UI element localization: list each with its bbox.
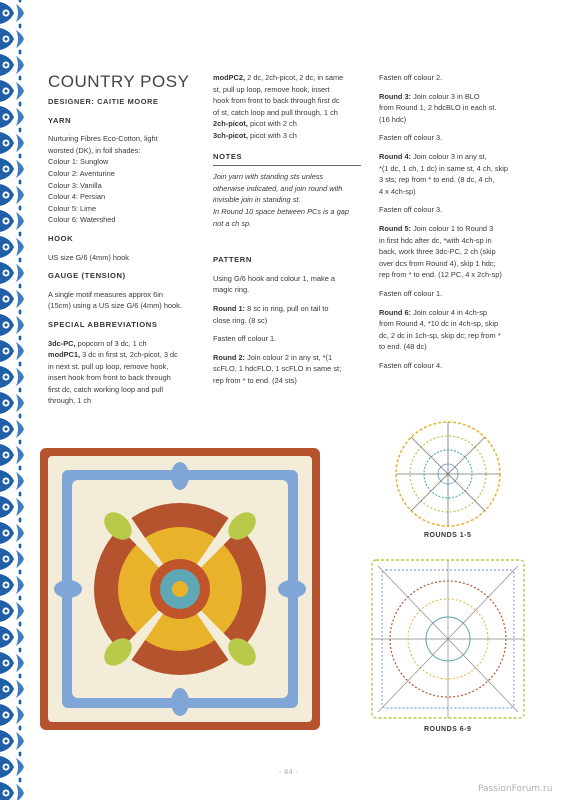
abbreviation-def: picot with 2 ch <box>249 119 297 129</box>
abbreviation-def: of st, catch loop and pull through, 1 ch <box>213 107 338 117</box>
yarn-line: Colour 3: Vanilla <box>48 180 102 190</box>
pattern-line: Join colour 3 in BLO <box>413 91 480 101</box>
pattern-intro <box>213 273 367 296</box>
abbreviation-term: 3ch-picot, <box>213 130 248 140</box>
fasten-off: Fasten off colour 3. <box>379 133 443 143</box>
notes-line: In Round 10 space between PCs is a gap <box>213 206 349 216</box>
abbreviation-def: st, pull up loop, remove hook, insert <box>213 84 330 94</box>
yarn-line: Colour 2: Aventurine <box>48 168 115 178</box>
hook-text: US size G/6 (4mm) hook <box>48 252 129 262</box>
fasten-off: Fasten off colour 4. <box>379 360 443 370</box>
gauge-text <box>48 289 200 312</box>
pattern-line: close ring. (8 sc) <box>213 315 268 325</box>
gauge-heading: GAUGE (TENSION) <box>48 271 126 281</box>
flower-core <box>172 581 188 597</box>
round-label: Round 4: <box>379 151 412 161</box>
notes-line: otherwise indicated, and join round with <box>213 183 343 193</box>
yarn-line: Colour 1: Sunglow <box>48 157 109 167</box>
pattern-line: rep from * to end. (24 sts) <box>213 375 297 385</box>
round-label: Round 6: <box>379 307 412 317</box>
pattern-line: (16 hdc) <box>379 114 407 124</box>
pattern-line: Join colour 1 to Round 3 <box>413 223 494 233</box>
pattern-line: to end. (48 dc) <box>379 342 427 352</box>
abbreviation-def: popcorn of 3 dc, 1 ch <box>77 338 147 348</box>
pattern-line: over dcs from Round 4), skip 1 hdc; <box>379 258 496 268</box>
abbreviation-def: picot with 3 ch <box>249 130 297 140</box>
decorative-border <box>0 0 24 800</box>
pattern-line: from Round 4, *10 dc in 4ch-sp, skip <box>379 319 499 329</box>
abbreviation-term: modPC2, <box>213 73 246 82</box>
pattern-line: 3 sts; rep from * to end. (8 dc, 4 ch, <box>379 175 495 185</box>
pattern-line: in first hdc after dc, *with 4ch-sp in <box>379 235 492 245</box>
abbreviation-term: 3dc-PC, <box>48 338 76 348</box>
round-4 <box>379 151 541 197</box>
round-label: Round 3: <box>379 91 412 101</box>
abbreviation-def: in next st. pull up loop, remove hook, <box>48 361 169 371</box>
round-3 <box>379 91 541 126</box>
yarn-list <box>48 133 200 226</box>
abbreviations-heading: SPECIAL ABBREVIATIONS <box>48 319 158 329</box>
page-title: COUNTRY POSY <box>48 72 190 91</box>
round-1 <box>213 303 367 326</box>
gauge-line: A single motif measures approx 6in <box>48 289 164 299</box>
page-number: - 84 - <box>279 769 299 776</box>
notes-line: Join yarn with standing sts unless <box>213 172 324 182</box>
abbreviation-modpc1 <box>48 349 200 407</box>
abbreviation-3dc-pc <box>48 338 200 350</box>
round-label: Round 2: <box>213 352 246 362</box>
designer-credit: DESIGNER: CAITIE MOORE <box>48 97 159 106</box>
pattern-line: dc, 2 dc in 1ch-sp, skip dc; rep from * <box>379 330 501 340</box>
abbreviation-term: modPC1, <box>48 350 81 360</box>
fasten-off: Fasten off colour 3. <box>379 205 443 215</box>
abbreviation-def: insert hook from front to back through <box>48 373 171 383</box>
abbreviation-def: 2 dc, 2ch-picot, 2 dc, in same <box>247 73 344 82</box>
fasten-off: Fasten off colour 1. <box>213 334 277 344</box>
yarn-line: Colour 6: Watershed <box>48 215 116 225</box>
pattern-line: back, work three 3dc-PC, 2 ch (skip <box>379 247 496 257</box>
abbreviation-term: 2ch-picot, <box>213 119 248 129</box>
chart-rounds-1-5 <box>392 418 504 530</box>
hook-heading: HOOK <box>48 233 74 243</box>
fasten-off: Fasten off colour 2. <box>379 73 443 82</box>
abbreviation-def: first dc, catch working loop and pull <box>48 384 164 394</box>
pattern-line: *(1 dc, 1 ch, 1 dc) in same st, 4 ch, skip <box>379 163 508 173</box>
yarn-line: Colour 4: Persian <box>48 192 106 202</box>
middle-column <box>213 72 367 386</box>
pattern-line: 8 sc in ring, pull on tail to <box>247 303 329 313</box>
pattern-line: from Round 1, 2 hdcBLO in each st. <box>379 103 497 113</box>
abbreviation-def: 3 dc in first st, 2ch-picot, 3 dc <box>82 350 178 360</box>
abbreviation-def: hook from front to back through first dc <box>213 96 340 106</box>
yarn-heading: YARN <box>48 115 72 125</box>
pattern-heading: PATTERN <box>213 255 252 265</box>
right-column <box>379 72 541 371</box>
pattern-line: Join colour 4 in 4ch-sp <box>413 307 488 317</box>
round-label: Round 1: <box>213 303 246 313</box>
yarn-line: Nurturing Fibres Eco-Cotton, light <box>48 134 158 144</box>
notes-text <box>213 171 367 229</box>
yarn-line: worsted (DK), in foll shades: <box>48 145 141 155</box>
round-5 <box>379 223 541 281</box>
round-6 <box>379 307 541 353</box>
notes-line: invisible join in standing st. <box>213 195 301 205</box>
abbreviation-modpc2 <box>213 72 367 118</box>
pattern-line: 4 x 4ch-sp) <box>379 186 416 196</box>
pattern-line: magic ring. <box>213 285 250 295</box>
abbreviation-2ch-picot <box>213 118 367 130</box>
left-column <box>48 72 200 407</box>
pattern-line: rep from * to end. (12 PC, 4 x 2ch-sp) <box>379 270 502 280</box>
pattern-line: scFLO, 1 hdcFLO, 1 scFLO in same st; <box>213 364 342 374</box>
yarn-line: Colour 5: Lime <box>48 203 97 213</box>
watermark: PassionForum.ru <box>478 784 553 794</box>
abbreviation-3ch-picot <box>213 130 367 142</box>
notes-line: not a ch sp. <box>213 218 252 228</box>
border-pattern-icon <box>0 0 24 800</box>
crochet-square-photo <box>40 448 320 730</box>
round-2 <box>213 352 367 387</box>
chart-rounds-6-9 <box>368 556 528 722</box>
chart-label-2: ROUNDS 6-9 <box>424 726 472 733</box>
notes-heading: NOTES <box>213 151 361 167</box>
abbreviation-def: through, 1 ch <box>48 396 92 406</box>
pattern-line: Join colour 2 in any st, *(1 <box>247 352 333 362</box>
pattern-line: Using G/6 hook and colour 1, make a <box>213 273 336 283</box>
pattern-line: Join colour 3 in any st, <box>413 151 487 161</box>
chart-label-1: ROUNDS 1-5 <box>424 532 472 539</box>
round-label: Round 5: <box>379 223 412 233</box>
fasten-off: Fasten off colour 1. <box>379 288 443 298</box>
gauge-line: (15cm) using a US size G/6 (4mm) hook. <box>48 301 182 311</box>
